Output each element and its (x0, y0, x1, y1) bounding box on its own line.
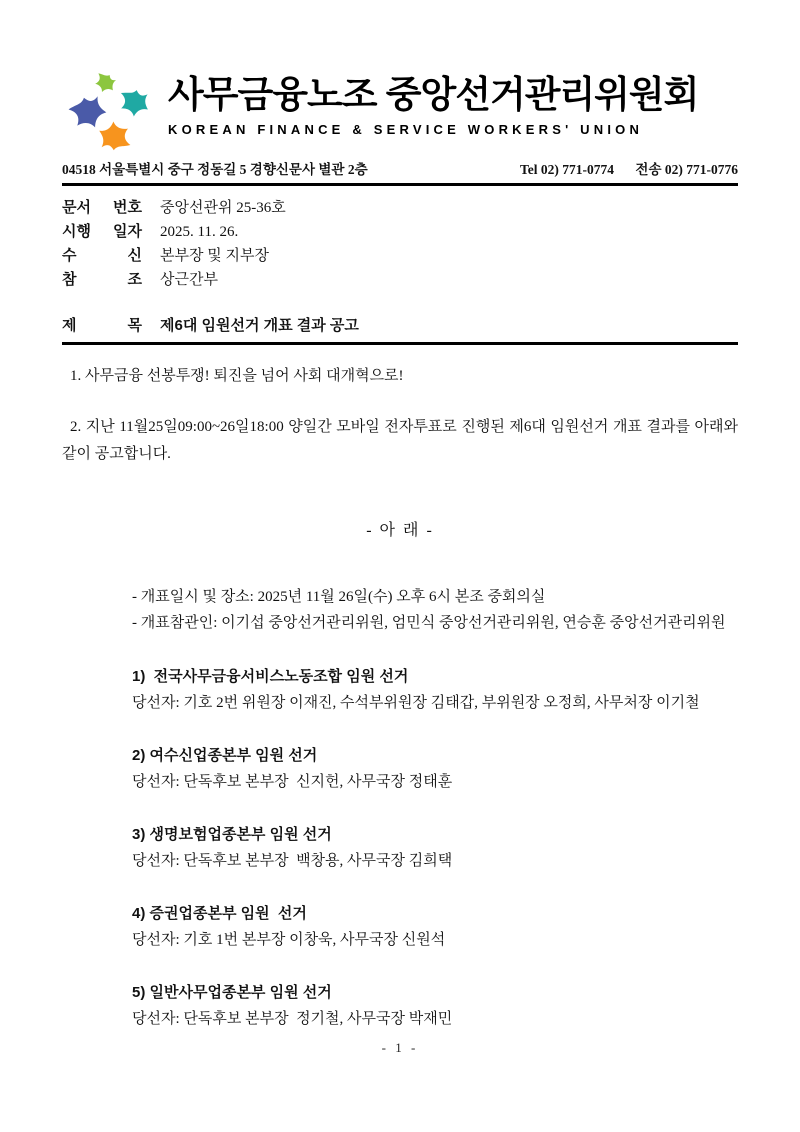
subject-value: 제6대 임원선거 개표 결과 공고 (160, 317, 359, 334)
union-logo-icon (62, 70, 162, 156)
section-result: 당선자: 기호 1번 본부장 이창욱, 사무국장 신원석 (132, 932, 446, 948)
subject-row (62, 314, 738, 338)
meta-value: 상근간부 (160, 272, 218, 288)
detail-observers: - 개표참관인: 이기섭 중앙선거관리위원, 엄민식 중앙선거관리위원, 연승훈 중앙선거관리위원 (132, 615, 726, 631)
meta-value: 본부장 및 지부장 (160, 248, 269, 264)
section-result: 당선자: 기호 2번 위원장 이재진, 수석부위원장 김태갑, 부위원장 오정희, 사무처장 이기철 (132, 695, 700, 711)
result-section (132, 743, 738, 795)
announcement-paragraph: 2. 지난 11월25일09:00~26일18:00 양일간 모바일 전자투표로 진행된 제6대 임원선거 개표 결과를 아래와 같이 공고합니다. (62, 418, 738, 463)
org-tel: Tel 02) 771-0774 (520, 162, 615, 177)
meta-value: 중앙선관위 25-36호 (160, 200, 286, 216)
subject-divider (62, 342, 738, 345)
result-section (132, 664, 738, 716)
section-heading: 5) 일반사무업종본부 임원 선거 (132, 984, 332, 1001)
section-heading: 2) 여수신업종본부 임원 선거 (132, 747, 318, 764)
section-result: 당선자: 단독후보 본부장 신지헌, 사무국장 정태훈 (132, 774, 453, 790)
result-section (132, 901, 738, 953)
meta-row-cc (62, 268, 738, 292)
org-address-row (62, 158, 738, 178)
org-title: 사무금융노조 중앙선거관리위원회 (168, 74, 699, 115)
org-fax: 전송 02) 771-0776 (635, 162, 738, 177)
meta-label: 참 조 (62, 271, 142, 288)
meta-row-date (62, 220, 738, 244)
header-divider (62, 183, 738, 186)
org-subtitle: KOREAN FINANCE & SERVICE WORKERS' UNION (168, 121, 644, 137)
count-details (132, 584, 738, 636)
below-marker: - 아 래 - (366, 522, 434, 539)
election-results (132, 664, 738, 1032)
meta-label: 수 신 (62, 247, 142, 264)
section-heading: 4) 증권업종본부 임원 선거 (132, 905, 307, 922)
document-meta (62, 196, 738, 292)
section-heading: 3) 생명보험업종본부 임원 선거 (132, 826, 332, 843)
section-heading: 1) 전국사무금융서비스노동조합 임원 선거 (132, 668, 409, 685)
meta-value: 2025. 11. 26. (160, 224, 239, 240)
meta-row-doc-number (62, 196, 738, 220)
meta-row-recipient (62, 244, 738, 268)
result-section (132, 980, 738, 1032)
subject-label: 제 목 (62, 317, 142, 334)
slogan-paragraph: 1. 사무금융 선봉투쟁! 퇴진을 넘어 사회 대개혁으로! (70, 368, 404, 384)
letterhead (62, 70, 738, 156)
page-number: - 1 - (381, 1040, 419, 1055)
meta-label: 시행 일자 (62, 223, 142, 240)
result-section (132, 822, 738, 874)
detail-datetime-place: - 개표일시 및 장소: 2025년 11월 26일(수) 오후 6시 본조 중회의실 (132, 589, 546, 605)
section-result: 당선자: 단독후보 본부장 정기철, 사무국장 박재민 (132, 1011, 453, 1027)
section-result: 당선자: 단독후보 본부장 백창용, 사무국장 김희택 (132, 853, 453, 869)
meta-label: 문서 번호 (62, 199, 142, 216)
org-address: 04518 서울특별시 중구 정동길 5 경향신문사 별관 2층 (62, 162, 368, 177)
